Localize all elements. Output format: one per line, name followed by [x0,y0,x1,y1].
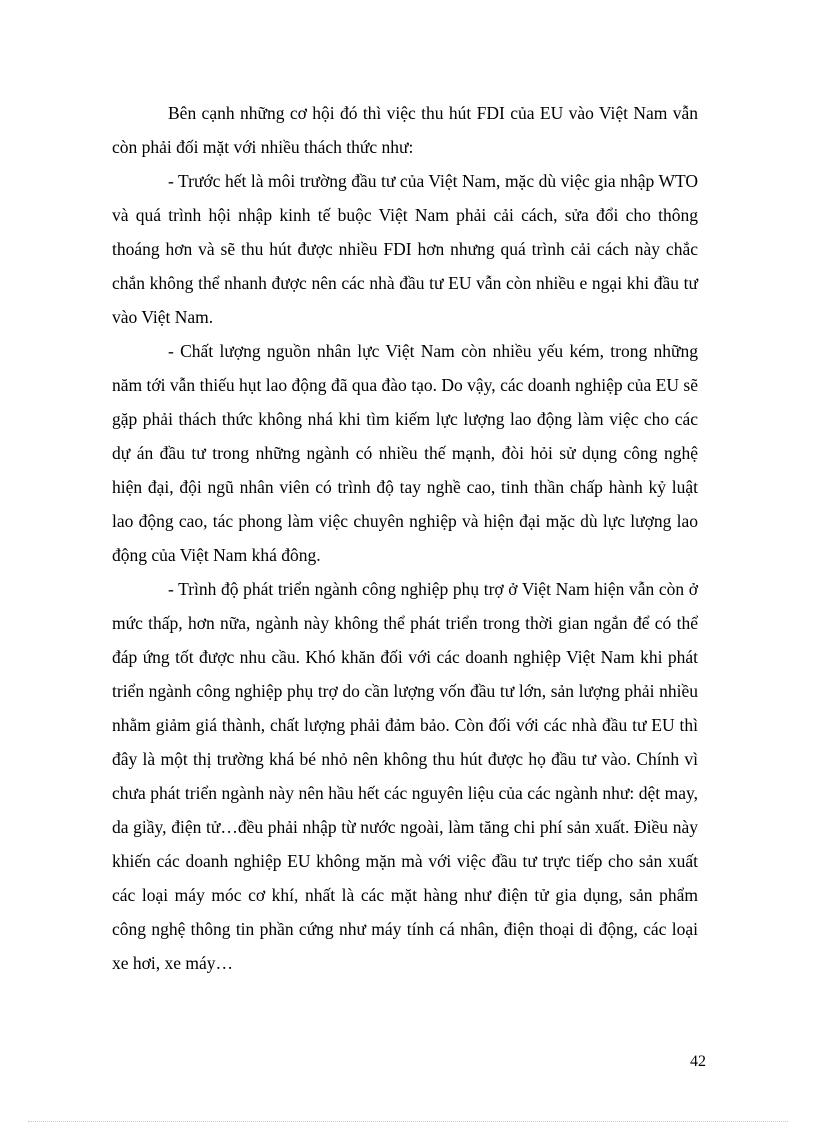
intro-paragraph: Bên cạnh những cơ hội đó thì việc thu hút FDI của EU vào Việt Nam vẫn còn phải đối mặt với nhiều thách thức như: [112,103,698,157]
investment-environment-paragraph: - Trước hết là môi trường đầu tư của Việt Nam, mặc dù việc gia nhập WTO và quá trình hội nhập kinh tế buộc Việt Nam phải cải cách, sửa đổi cho thông thoáng hơn và sẽ thu hút được nhiều FDI hơn nhưng quá trình cải cách này chắc chắn không thể nhanh được nên các nhà đầu tư EU vẫn còn nhiều e ngại khi đầu tư vào Việt Nam. [112,171,698,327]
page-body [112,96,698,980]
page-bottom-divider [28,1121,788,1122]
human-resources-paragraph: - Chất lượng nguồn nhân lực Việt Nam còn nhiều yếu kém, trong những năm tới vẫn thiếu hụt lao động đã qua đào tạo. Do vậy, các doanh nghiệp của EU sẽ gặp phải thách thức không nhá khi tìm kiếm lực lượng lao động làm việc cho các dự án đầu tư trong những ngành có nhiều thế mạnh, đòi hỏi sử dụng công nghệ hiện đại, đội ngũ nhân viên có trình độ tay nghề cao, tinh thần chấp hành kỷ luật lao động cao, tác phong làm việc chuyên nghiệp và hiện đại mặc dù lực lượng lao động của Việt Nam khá đông. [112,341,698,565]
page-number: 42 [690,1053,706,1070]
supporting-industry-paragraph: - Trình độ phát triển ngành công nghiệp phụ trợ ở Việt Nam hiện vẫn còn ở mức thấp, hơn nữa, ngành này không thể phát triển trong thời gian ngắn để có thể đáp ứng tốt được nhu cầu. Khó khăn đối với các doanh nghiệp Việt Nam khi phát triển ngành công nghiệp phụ trợ do cần lượng vốn đầu tư lớn, sản lượng phải nhiều nhằm giảm giá thành, chất lượng phải đảm bảo. Còn đối với các nhà đầu tư EU thì đây là một thị trường khá bé nhỏ nên không thu hút được họ đầu tư vào. Chính vì chưa phát triển ngành này nên hầu hết các nguyên liệu của các ngành như: dệt may, da giầy, điện tử…đều phải nhập từ nước ngoài, làm tăng chi phí sản xuất. Điều này khiến các doanh nghiệp EU không mặn mà với việc đầu tư trực tiếp cho sản xuất các loại máy móc cơ khí, nhất là các mặt hàng như điện tử gia dụng, sản phẩm công nghệ thông tin phần cứng như máy tính cá nhân, điện thoại di động, các loại xe hơi, xe máy… [112,579,698,973]
